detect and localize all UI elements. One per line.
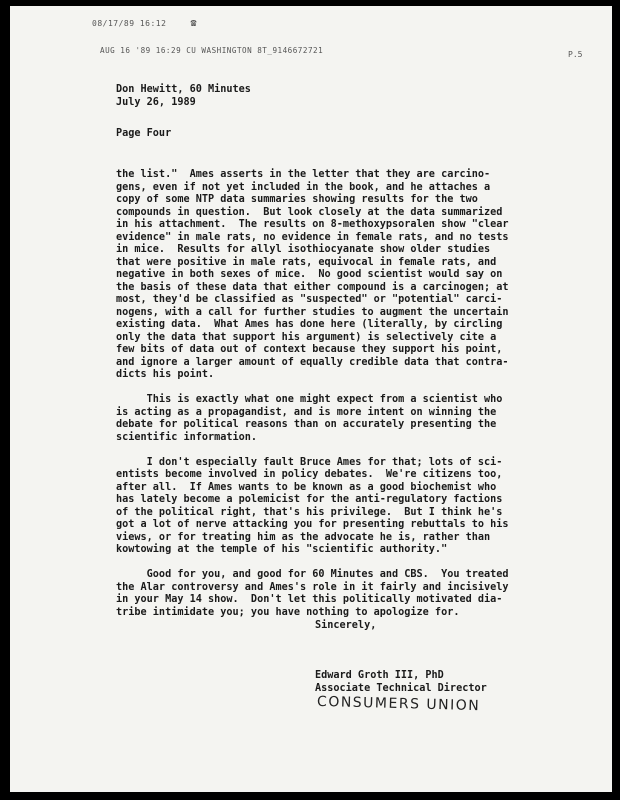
body-paragraph: I don't especially fault Bruce Ames for that; lots of sci- entists become involved in policy debates. We're citizens too, after all. If Ames wants to be known as a good biochemist who has lately become a polemicist for the anti-regulatory factions of the political right, that's his privilege. But I think he's got a lot of nerve attacking you for presenting rebuttals to his views, or for treating him as the advocate he is, rather than kowtowing at the temple of his "scientific authority." (116, 456, 509, 555)
letter-date: July 26, 1989 (116, 96, 196, 108)
signer-title: Associate Technical Director (315, 682, 487, 694)
body-paragraph: the list." Ames asserts in the letter that they are carcino- gens, even if not yet included in the book, and he attaches a copy of some NTP data summaries showing results for the two compounds in question. But look closely at the data summarized in his attachment. The results on 8-methoxypsoralen show "clear evidence" in male rats, no evidence in female rats, and no tests in mice. Results for allyl isothiocyanate show older studies that were positive in male rats, equivocal in female rats, and negative in both sexes of mice. No good scientist would say on the basis of these data that either compound is a carcinogen; at most, they'd be classified as "suspected" or "potential" carci- nogens, with a call for further studies to augment the uncertain existing data. What Ames has done here (literally, by circling only the data that support his argument) is selectively cite a few bits of data out of context because they support his point, and ignore a larger amount of equally credible data that contra- dicts his point. (116, 169, 509, 380)
signer-name: Edward Groth III, PhD (315, 670, 444, 681)
recipient: Don Hewitt, 60 Minutes (116, 84, 251, 95)
handwritten-organization: CONSUMERS UNION (316, 693, 481, 715)
letter-page (10, 6, 612, 792)
fax-timestamp: 08/17/89 16:12 (92, 19, 167, 28)
body-paragraph: Good for you, and good for 60 Minutes and CBS. You treated the Alar controversy and Ames's role in it fairly and incisively in your May 14 show. Don't let this politically motivated dia- tribe intimidate you; you have nothing to apologize for. (116, 569, 509, 618)
fax-header-line-2: AUG 16 '89 16:29 CU WASHINGTON 8T_9146672721 (100, 46, 324, 55)
fax-header-line-1 (92, 18, 197, 29)
letter-header (116, 84, 251, 109)
closing: Sincerely, (315, 620, 377, 631)
body-paragraph: This is exactly what one might expect from a scientist who is acting as a propagandist, and is more intent on winning the debate for political reasons than on accurately presenting the scientific information. (116, 394, 503, 443)
page-number: Page Four (116, 128, 172, 139)
fax-page-marker: P.5 (568, 50, 583, 59)
phone-icon: ☎ (190, 18, 197, 29)
letter-body (116, 169, 554, 632)
signature-block (315, 670, 487, 695)
